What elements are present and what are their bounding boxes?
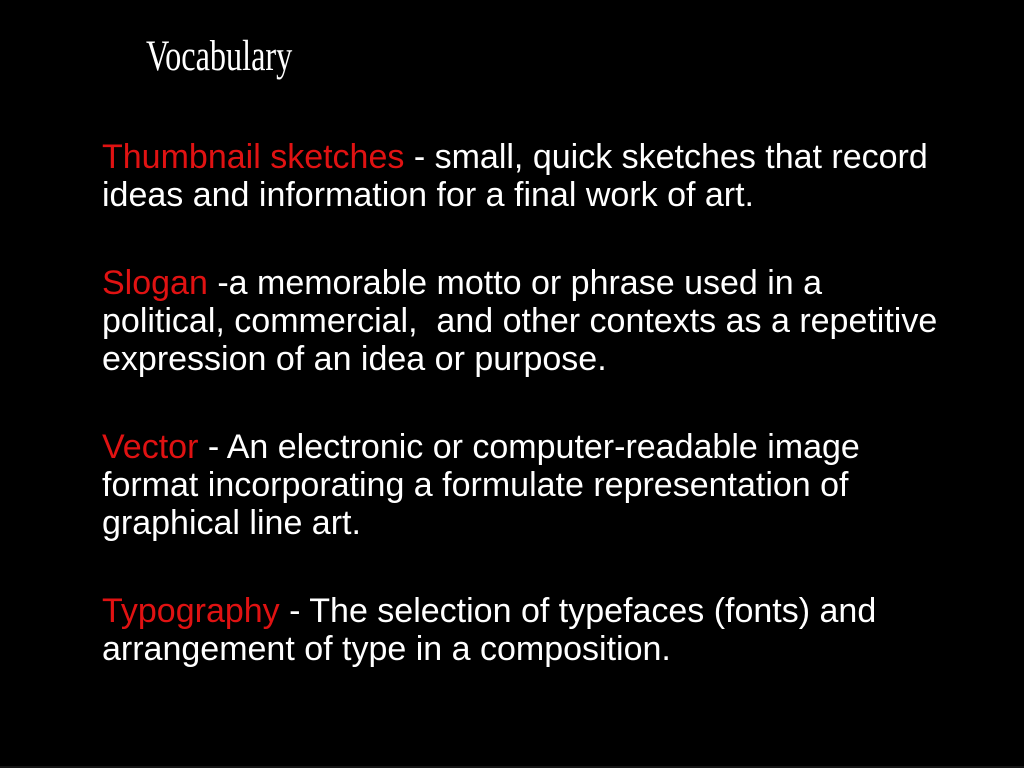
vocab-term: Vector (102, 428, 199, 466)
vocab-entry-thumbnail-sketches (102, 138, 952, 214)
vocab-list (102, 138, 952, 668)
vocab-entry-typography (102, 592, 952, 668)
vocab-definition: - An electronic or computer-readable image format incorporating a formulate representation of graphical line art. (102, 428, 870, 542)
vocab-entry-vector (102, 428, 952, 542)
slide-title: Vocabulary (146, 33, 293, 80)
vocab-entry-slogan (102, 264, 952, 378)
vocab-definition: -a memorable motto or phrase used in a political, commercial, and other contexts as a repetitive expression of an idea or purpose. (102, 264, 947, 378)
vocab-term: Typography (102, 592, 280, 630)
vocab-term: Slogan (102, 264, 208, 302)
vocab-term: Thumbnail sketches (102, 138, 405, 176)
vocab-definition: - small, quick sketches that record ideas and information for a final work of art. (102, 138, 938, 214)
vocab-definition: - The selection of typefaces (fonts) and arrangement of type in a composition. (102, 592, 886, 668)
